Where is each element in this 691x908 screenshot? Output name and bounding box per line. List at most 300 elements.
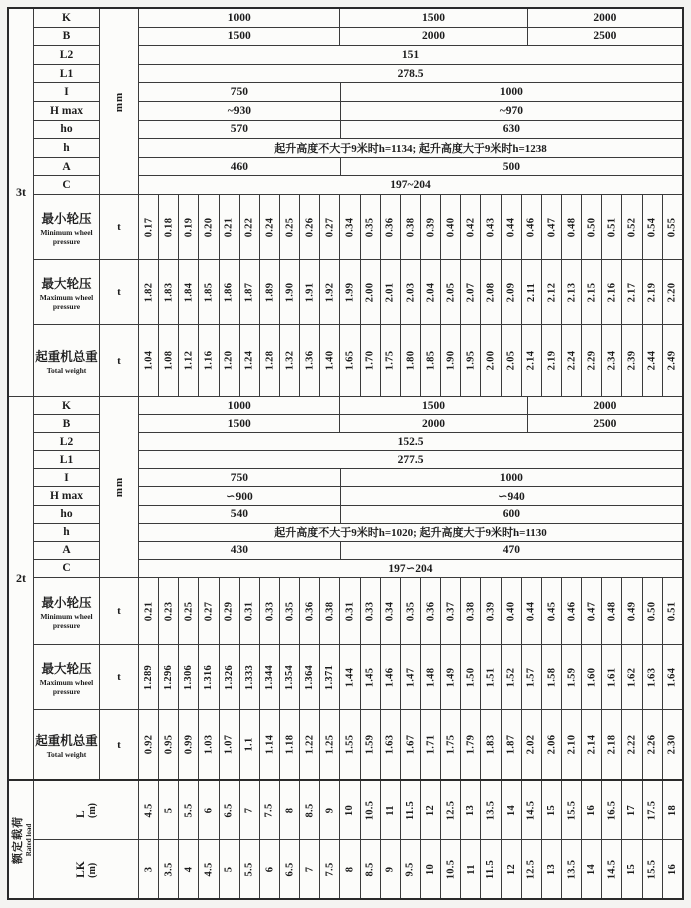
value-cell: [319, 260, 339, 324]
value-cell: [139, 195, 158, 259]
value-text: 0.38: [465, 601, 477, 621]
dimension-label: h: [34, 139, 99, 158]
span-value-text: 7.5: [263, 802, 275, 818]
value-text: 2.08: [485, 282, 497, 302]
span-value-cell: [521, 840, 541, 898]
dimension-value-cell: [139, 524, 682, 541]
span-value-text: 13.5: [485, 800, 497, 820]
value-cell: [178, 710, 198, 779]
unit-mm-label: mm: [112, 91, 125, 112]
dimension-value-row: [139, 65, 682, 84]
value-cell: [360, 645, 380, 709]
value-cell: [279, 325, 299, 396]
value-cell: [198, 710, 218, 779]
unit-t-cell: t: [100, 195, 139, 259]
value-cell: [178, 325, 198, 396]
dimension-label: B: [34, 28, 99, 47]
value-cell: [400, 645, 420, 709]
value-text: 0.35: [284, 601, 296, 621]
span-value-text: 17: [626, 804, 638, 816]
value-text: 1.60: [586, 667, 598, 687]
value-cell: [561, 578, 581, 644]
capacity-cell: [9, 9, 34, 396]
span-value-text: 12.5: [445, 800, 457, 820]
dimension-value-cell: [339, 9, 526, 27]
value-text: 2.07: [465, 282, 477, 302]
value-cell: [420, 195, 440, 259]
max-wheel-pressure-row: [34, 260, 682, 325]
dimension-label: K: [34, 9, 99, 28]
dimension-value-cell: [139, 506, 340, 523]
span-value-columns: [139, 840, 682, 898]
dimension-block: [34, 397, 682, 578]
value-text: 0.43: [485, 217, 497, 237]
span-value-cell: [521, 781, 541, 839]
span-value-text: 10.5: [364, 800, 376, 820]
value-cell: [480, 645, 500, 709]
value-cell: [581, 195, 601, 259]
value-cell: [139, 578, 158, 644]
dimension-value: 197~204: [390, 179, 431, 192]
value-cell: [339, 260, 359, 324]
value-text: 2.05: [445, 282, 457, 302]
value-text: 0.54: [646, 217, 658, 237]
value-text: 0.19: [183, 217, 195, 237]
span-value-cell: [178, 840, 198, 898]
value-cell: [561, 710, 581, 779]
value-text: 0.27: [203, 601, 215, 621]
dimension-value-row: [139, 139, 682, 158]
span-value-text: 8.5: [304, 802, 316, 818]
span-value-cell: [198, 840, 218, 898]
value-text: 1.83: [485, 734, 497, 755]
dimension-value-cell: [527, 28, 682, 46]
value-text: 1.32: [284, 350, 296, 371]
value-cell: [662, 710, 682, 779]
dimension-value-cell: [139, 469, 340, 486]
value-text: 0.46: [525, 217, 537, 237]
value-cell: [541, 260, 561, 324]
value-text: 1.08: [163, 350, 175, 371]
dimension-value-cell: [139, 121, 340, 139]
dimension-value: 2500: [593, 30, 617, 43]
span-value-text: 7: [243, 807, 255, 813]
data-row-label: [34, 195, 100, 259]
dimension-value-cell: [340, 158, 682, 176]
span-value-cell: [360, 840, 380, 898]
dimension-value: 430: [230, 544, 248, 557]
value-text: 1.25: [324, 734, 336, 755]
dimension-value-row: [139, 397, 682, 415]
value-text: 0.38: [324, 601, 336, 621]
dimension-value: 1500: [422, 11, 446, 24]
span-value-cell: [158, 781, 178, 839]
value-cell: [521, 260, 541, 324]
data-row-label: [34, 578, 100, 644]
span-value-text: 14: [586, 863, 598, 875]
value-cell: [239, 260, 259, 324]
dimension-value-row: [139, 176, 682, 194]
dimension-label: ho: [34, 121, 99, 140]
value-cell: [460, 325, 480, 396]
dimension-value: 277.5: [397, 453, 424, 466]
value-cell: [642, 195, 662, 259]
value-cell: [621, 260, 641, 324]
span-value-text: 16.5: [606, 800, 618, 820]
dimension-block: [34, 9, 682, 195]
value-cell: [239, 195, 259, 259]
value-cell: [400, 710, 420, 779]
span-value-text: 14.5: [525, 800, 537, 820]
value-text: 1.89: [263, 282, 275, 302]
value-text: 2.01: [384, 282, 396, 302]
value-text: 1.82: [143, 282, 155, 302]
value-columns: [139, 325, 682, 396]
value-text: 1.24: [243, 350, 255, 371]
span-value-text: 18: [666, 804, 678, 816]
span-value-text: 15: [626, 863, 638, 875]
dimension-label: B: [34, 415, 99, 433]
span-value-text: 12: [425, 804, 437, 816]
dimension-value-cell: [139, 158, 340, 176]
value-text: 2.00: [485, 350, 497, 371]
value-text: 1.59: [364, 734, 376, 755]
span-row-label: [75, 803, 98, 818]
dimension-value-cell: [527, 397, 682, 414]
span-value-text: 10: [344, 804, 356, 816]
dimension-value-cell: [139, 83, 340, 101]
value-cell: [601, 195, 621, 259]
section-main: [34, 9, 682, 396]
span-value-cell: [198, 781, 218, 839]
value-columns: [139, 578, 682, 644]
value-text: 2.15: [586, 282, 598, 302]
dimension-value-cell: [139, 415, 339, 432]
value-cell: [440, 195, 460, 259]
value-text: 1.75: [445, 734, 457, 755]
dimension-label: L1: [34, 65, 99, 84]
value-text: 1.58: [545, 667, 557, 687]
dimension-value: ~930: [227, 104, 251, 117]
span-value-cell: [380, 840, 400, 898]
dimension-value: ∽900: [225, 491, 253, 504]
rated-load-label: [9, 816, 33, 864]
value-cell: [662, 195, 682, 259]
value-cell: [178, 645, 198, 709]
value-cell: [581, 710, 601, 779]
value-cell: [521, 710, 541, 779]
capacity-cell: [9, 397, 34, 779]
value-cell: [279, 578, 299, 644]
span-value-cell: [259, 781, 279, 839]
value-cell: [400, 195, 420, 259]
value-cell: [259, 578, 279, 644]
data-row-label-en: Total weight: [46, 749, 87, 759]
value-text: 0.29: [223, 601, 235, 621]
span-rows: [34, 781, 682, 898]
value-text: 0.40: [445, 217, 457, 237]
value-text: 2.49: [666, 350, 678, 371]
span-row-label-letter: L: [74, 809, 87, 818]
dimension-value: 750: [230, 471, 248, 484]
value-cell: [460, 195, 480, 259]
value-text: 1.51: [485, 667, 497, 687]
span-value-cell: [420, 781, 440, 839]
value-text: 1.79: [465, 734, 477, 755]
value-cell: [279, 710, 299, 779]
data-row-label: [34, 710, 100, 779]
value-text: 1.86: [223, 282, 235, 302]
value-text: 1.99: [344, 282, 356, 302]
value-cell: [601, 710, 621, 779]
value-text: 0.95: [163, 734, 175, 755]
span-value-text: 14: [505, 804, 517, 816]
value-text: 1.64: [666, 667, 678, 687]
data-row-label-en: Maximum wheel pressure: [39, 292, 94, 311]
value-cell: [178, 578, 198, 644]
dimension-label: C: [62, 562, 71, 575]
dimension-value-cell: [139, 139, 682, 157]
span-value-text: 9: [324, 807, 336, 813]
dimension-labels-column: [34, 9, 100, 194]
value-cell: [581, 260, 601, 324]
span-value-text: 12: [505, 863, 517, 875]
value-text: 1.316: [203, 664, 215, 690]
value-cell: [158, 645, 178, 709]
dimension-label: L1: [34, 451, 99, 469]
value-text: 0.36: [425, 601, 437, 621]
dimension-value: 500: [502, 160, 520, 173]
value-cell: [420, 325, 440, 396]
span-value-text: 13: [545, 863, 557, 875]
span-value-cell: [178, 781, 198, 839]
value-text: 2.11: [525, 282, 537, 302]
span-value-text: 9.5: [404, 861, 416, 877]
value-text: 0.36: [384, 217, 396, 237]
value-text: 0.40: [505, 601, 517, 621]
span-value-text: 6: [203, 807, 215, 813]
value-text: 2.14: [525, 350, 537, 371]
value-text: 0.25: [284, 217, 296, 237]
dimension-value: 460: [230, 160, 248, 173]
value-text: 2.19: [646, 282, 658, 302]
span-value-text: 17.5: [646, 800, 658, 820]
span-value-cell: [642, 781, 662, 839]
value-cell: [642, 645, 662, 709]
value-cell: [561, 645, 581, 709]
value-text: 1.85: [203, 282, 215, 302]
value-cell: [319, 578, 339, 644]
value-text: 0.34: [344, 217, 356, 237]
span-value-cell: [621, 781, 641, 839]
dimension-value: 1500: [227, 417, 251, 430]
span-row-label: [75, 861, 98, 878]
dimension-value-cell: [340, 506, 682, 523]
value-cell: [400, 578, 420, 644]
span-value-cell: [501, 781, 521, 839]
span-value-text: 4: [183, 866, 195, 872]
span-value-cell: [601, 840, 621, 898]
value-text: 1.344: [263, 664, 275, 690]
span-value-cell: [561, 781, 581, 839]
dimension-value-row: [139, 158, 682, 177]
value-columns: [139, 710, 682, 779]
value-text: 1.306: [183, 664, 195, 690]
span-value-text: 11: [465, 863, 477, 875]
span-value-cell: [139, 781, 158, 839]
span-value-columns: [139, 781, 682, 839]
span-value-cell: [601, 781, 621, 839]
value-cell: [420, 645, 440, 709]
dimension-value-row: [139, 433, 682, 451]
value-cell: [339, 645, 359, 709]
rated-load-label-cn: 额定载荷: [12, 815, 24, 864]
value-text: 0.36: [304, 601, 316, 621]
dimension-value-row: [139, 415, 682, 433]
dimension-value: 1000: [227, 11, 251, 24]
value-cell: [178, 260, 198, 324]
span-value-text: 13.5: [566, 859, 578, 879]
value-columns: [139, 645, 682, 709]
value-cell: [420, 578, 440, 644]
dimension-value: 470: [502, 544, 520, 557]
value-cell: [360, 710, 380, 779]
value-text: 1.03: [203, 734, 215, 755]
value-text: 1.95: [465, 350, 477, 371]
value-cell: [380, 195, 400, 259]
dimension-values-column: [139, 397, 682, 577]
span-value-cell: [400, 840, 420, 898]
dimension-value: ∽940: [497, 491, 525, 504]
section-3t: [9, 9, 682, 397]
dimension-label: I: [34, 83, 99, 102]
value-text: 0.47: [545, 217, 557, 237]
value-text: 1.91: [304, 282, 316, 302]
dimension-value: 1000: [227, 399, 251, 412]
span-row-label-cell: [34, 840, 139, 898]
value-cell: [420, 710, 440, 779]
value-cell: [158, 710, 178, 779]
value-cell: [501, 260, 521, 324]
value-text: 1.71: [425, 734, 437, 755]
value-cell: [541, 710, 561, 779]
span-value-text: 6.5: [284, 861, 296, 877]
value-cell: [480, 195, 500, 259]
value-text: 1.46: [384, 667, 396, 687]
span-value-text: 6.5: [223, 802, 235, 818]
span-value-text: 13: [465, 804, 477, 816]
span-value-cell: [541, 840, 561, 898]
data-row-label-en: Maximum wheel pressure: [39, 677, 94, 696]
value-text: 0.48: [566, 217, 578, 237]
dimension-value-cell: [139, 176, 682, 194]
value-cell: [299, 260, 319, 324]
dimension-value: ~970: [499, 104, 523, 117]
span-value-text: 8: [344, 866, 356, 872]
dimension-value: 570: [230, 123, 248, 136]
value-text: 1.92: [324, 282, 336, 302]
dimension-label: h: [34, 524, 99, 542]
span-row-label-letter: LK: [74, 860, 87, 878]
span-value-cell: [219, 840, 239, 898]
value-text: 1.83: [163, 282, 175, 302]
data-row-label-en: Total weight: [46, 365, 87, 375]
value-text: 2.16: [606, 282, 618, 302]
value-text: 0.20: [203, 217, 215, 237]
dimension-value-row: [139, 451, 682, 469]
value-text: 1.67: [404, 734, 416, 755]
span-value-text: 15.5: [566, 800, 578, 820]
value-cell: [279, 195, 299, 259]
value-text: 2.30: [666, 734, 678, 755]
value-cell: [440, 578, 460, 644]
span-value-cell: [339, 840, 359, 898]
rated-load-section: [9, 779, 682, 898]
dimension-value: 152.5: [397, 435, 424, 448]
span-value-cell: [380, 781, 400, 839]
value-cell: [440, 325, 460, 396]
data-row-label-en: Minimum wheel pressure: [40, 227, 93, 246]
value-text: 1.62: [626, 667, 638, 687]
value-text: 1.364: [304, 664, 316, 690]
unit-mm-cell: [100, 9, 139, 194]
value-cell: [139, 260, 158, 324]
value-text: 0.52: [626, 217, 638, 237]
value-text: 1.61: [606, 667, 618, 687]
value-cell: [380, 710, 400, 779]
value-cell: [501, 195, 521, 259]
span-value-text: 5.5: [243, 861, 255, 877]
span-value-cell: [662, 840, 682, 898]
value-text: 1.14: [263, 734, 275, 755]
value-cell: [158, 578, 178, 644]
value-text: 1.80: [404, 350, 416, 371]
value-cell: [339, 710, 359, 779]
dimension-value-cell: [340, 542, 682, 559]
value-text: 2.12: [545, 282, 557, 302]
rated-load-cell: [9, 781, 34, 898]
min-wheel-pressure-row: [34, 578, 682, 645]
value-cell: [319, 645, 339, 709]
data-row-label-cn: 最大轮压: [41, 276, 92, 291]
dimension-value: 1000: [499, 471, 523, 484]
value-text: 0.31: [344, 601, 356, 621]
dimension-label: C: [62, 179, 71, 192]
dimension-value-cell: [340, 102, 682, 120]
data-row-label-en: Minimum wheel pressure: [40, 611, 93, 630]
value-cell: [339, 325, 359, 396]
value-text: 2.06: [545, 734, 557, 755]
value-cell: [440, 645, 460, 709]
span-value-cell: [239, 840, 259, 898]
min-wheel-pressure-row: [34, 195, 682, 260]
span-value-cell: [541, 781, 561, 839]
value-text: 1.65: [344, 350, 356, 371]
span-value-text: 7.5: [324, 861, 336, 877]
value-text: 0.21: [223, 217, 235, 237]
span-value-cell: [480, 840, 500, 898]
value-cell: [501, 710, 521, 779]
value-cell: [299, 645, 319, 709]
span-value-cell: [139, 840, 158, 898]
dimension-value: 151: [401, 48, 420, 61]
span-value-cell: [158, 840, 178, 898]
value-text: 0.25: [183, 601, 195, 621]
dimension-value: 1000: [499, 86, 523, 99]
value-cell: [360, 578, 380, 644]
dimension-value: 1500: [422, 399, 446, 412]
value-cell: [380, 260, 400, 324]
